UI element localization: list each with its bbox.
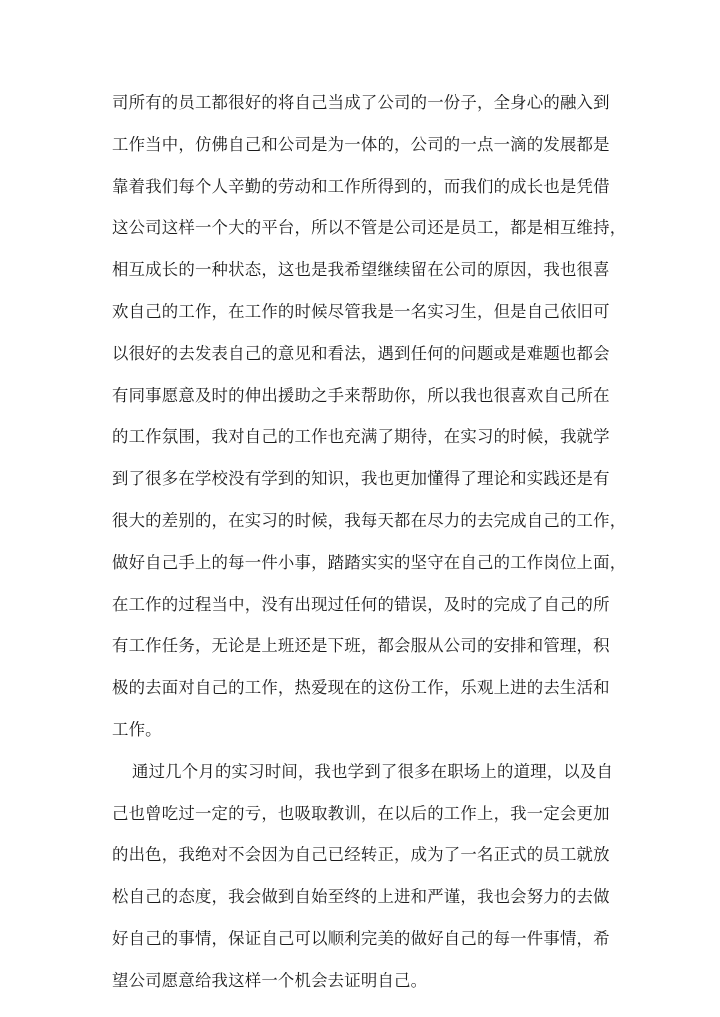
text-line: 欢自己的工作，在工作的时候尽管我是一名实习生，但是自己依旧可 xyxy=(112,301,610,321)
text-line: 这公司这样一个大的平台，所以不管是公司还是员工，都是相互维持， xyxy=(112,218,627,238)
text-line: 很大的差别的，在实习的时候，我每天都在尽力的去完成自己的工作， xyxy=(112,510,627,530)
text-line: 通过几个月的实习时间，我也学到了很多在职场上的道理，以及自 xyxy=(132,761,614,781)
text-line: 到了很多在学校没有学到的知识，我也更加懂得了理论和实践还是有 xyxy=(112,469,610,489)
text-line: 做好自己手上的每一件小事，踏踏实实的坚守在自己的工作岗位上面， xyxy=(112,552,627,572)
body-text xyxy=(112,82,627,1002)
text-line: 有同事愿意及时的伸出援助之手来帮助你，所以我也很喜欢自己所在 xyxy=(112,385,610,405)
text-line: 工作当中，仿佛自己和公司是为一体的，公司的一点一滴的发展都是 xyxy=(112,134,610,154)
text-line: 松自己的态度，我会做到自始至终的上进和严谨，我也会努力的去做 xyxy=(112,887,610,907)
text-line: 有工作任务，无论是上班还是下班，都会服从公司的安排和管理，积 xyxy=(112,636,610,656)
text-line: 望公司愿意给我这样一个机会去证明自己。 xyxy=(112,970,428,990)
text-line: 工作。 xyxy=(112,719,162,739)
text-line: 极的去面对自己的工作，热爱现在的这份工作，乐观上进的去生活和 xyxy=(112,678,610,698)
text-line: 好自己的事情，保证自己可以顺利完美的做好自己的每一件事情，希 xyxy=(112,928,610,948)
paragraph-2 xyxy=(112,751,612,1002)
text-line: 司所有的员工都很好的将自己当成了公司的一份子，全身心的融入到 xyxy=(112,93,610,112)
text-line: 的工作氛围，我对自己的工作也充满了期待，在实习的时候，我就学 xyxy=(112,427,610,447)
text-line: 的出色，我绝对不会因为自己已经转正，成为了一名正式的员工就放 xyxy=(112,845,610,865)
text-line: 靠着我们每个人辛勤的劳动和工作所得到的，而我们的成长也是凭借 xyxy=(112,176,610,196)
text-line: 相互成长的一种状态，这也是我希望继续留在公司的原因，我也很喜 xyxy=(112,260,610,280)
text-line: 在工作的过程当中，没有出现过任何的错误，及时的完成了自己的所 xyxy=(112,594,610,614)
text-line: 以很好的去发表自己的意见和看法，遇到任何的问题或是难题也都会 xyxy=(112,343,610,363)
paragraph-1 xyxy=(112,82,627,751)
text-line: 己也曾吃过一定的亏，也吸取教训，在以后的工作上，我一定会更加 xyxy=(112,803,610,823)
